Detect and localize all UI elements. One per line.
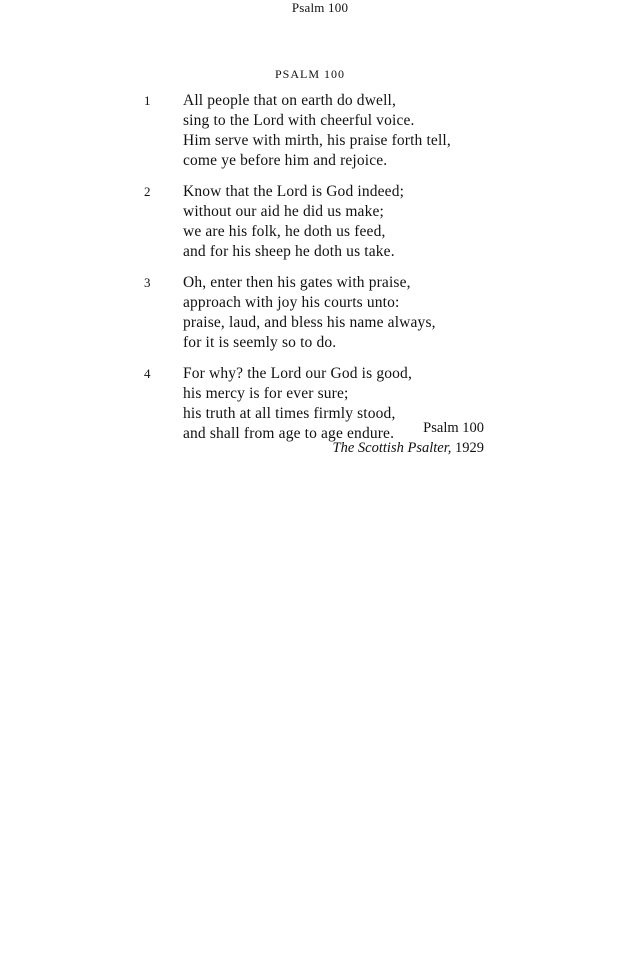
stanza-number: 4 xyxy=(144,366,151,381)
verse-line: his truth at all times firmly stood, xyxy=(183,405,396,422)
verse-line: All people that on earth do dwell, xyxy=(183,92,397,109)
stanza-3 xyxy=(140,273,500,353)
attribution xyxy=(333,418,484,458)
verse-line: Know that the Lord is God indeed; xyxy=(183,183,405,200)
verse-line: sing to the Lord with cheerful voice. xyxy=(183,112,415,129)
verse-line: and shall from age to age endure. xyxy=(183,425,395,442)
verse-line: and for his sheep he doth us take. xyxy=(183,243,395,260)
verse-line: Him serve with mirth, his praise forth tell, xyxy=(183,132,451,149)
psalm-title: PSALM 100 xyxy=(274,67,345,81)
verse-line: Oh, enter then his gates with praise, xyxy=(183,274,411,291)
running-head: Psalm 100 xyxy=(291,0,349,15)
verse-line: approach with joy his courts unto: xyxy=(183,294,400,311)
stanza-number: 3 xyxy=(144,275,151,290)
attribution-source-line xyxy=(333,438,484,458)
attribution-year: 1929 xyxy=(455,440,484,456)
stanza-number: 1 xyxy=(144,93,151,108)
psalm-text xyxy=(140,91,500,455)
verse-line: for it is seemly so to do. xyxy=(183,334,337,351)
verse-line: we are his folk, he doth us feed, xyxy=(183,223,386,240)
verse-line: For why? the Lord our God is good, xyxy=(183,365,412,382)
verse-line: without our aid he did us make; xyxy=(183,203,384,220)
stanza-2 xyxy=(140,182,500,262)
verse-line: his mercy is for ever sure; xyxy=(183,385,349,402)
attribution-source: The Scottish Psalter, xyxy=(332,440,452,456)
verse-line: come ye before him and rejoice. xyxy=(183,152,388,169)
attribution-reference: Psalm 100 xyxy=(423,420,484,436)
verse-line: praise, laud, and bless his name always, xyxy=(183,314,436,331)
stanza-1 xyxy=(140,91,500,171)
stanza-number: 2 xyxy=(144,184,151,199)
